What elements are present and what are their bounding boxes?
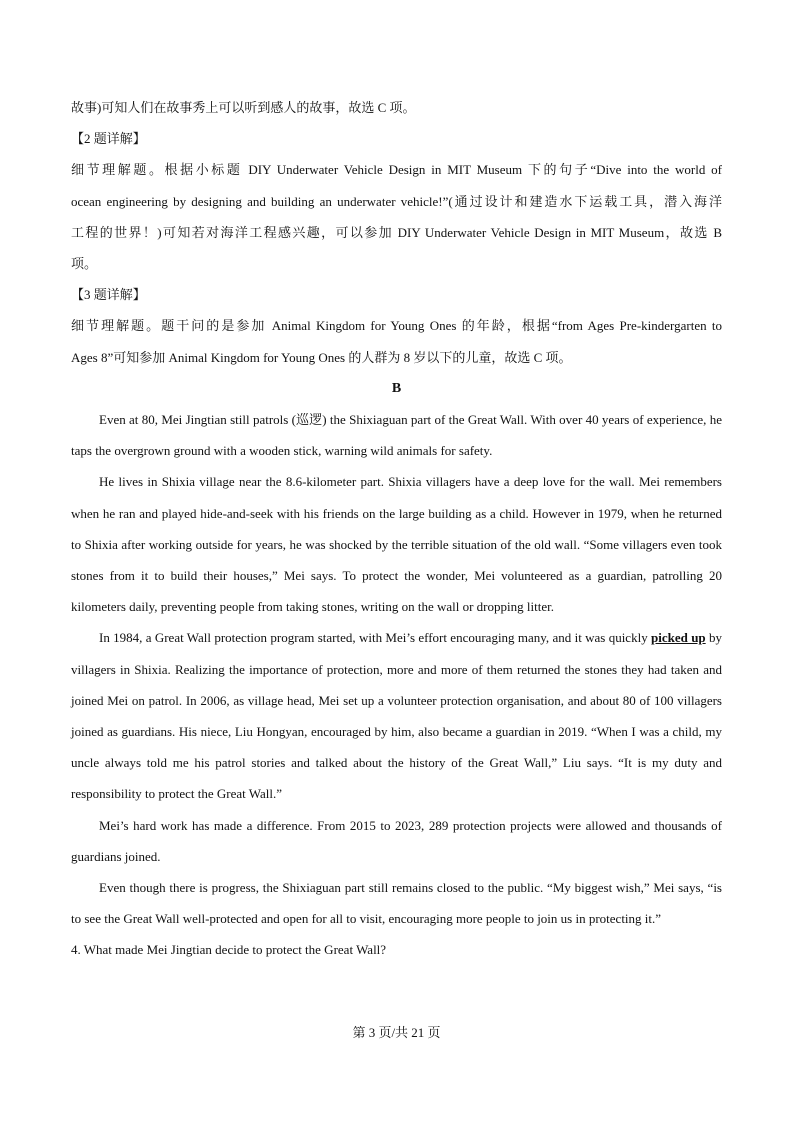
question-3-explanation-line-1: 细节理解题。题干问的是参加 Animal Kingdom for Young Ones 的年龄，根据“from Ages Pre-kindergarten to (71, 318, 722, 334)
question-3-heading: 【3 题详解】 (71, 287, 146, 303)
question-3-explanation-line-2: Ages 8”可知参加 Animal Kingdom for Young Ones 的人群为 8 岁以下的儿童，故选 C 项。 (71, 349, 572, 365)
passage-paragraph-3 (71, 622, 722, 809)
passage-paragraph-1: Even at 80, Mei Jingtian still patrols (巡逻) the Shixiaguan part of the Great Wall. With over 40 years of experience, he taps the overgrown ground with a wooden stick, warning wild animals for safety. (71, 412, 722, 459)
question-2-explanation-line-3: 工程的世界！)可知若对海洋工程感兴趣，可以参加 DIY Underwater Vehicle Design in MIT Museum，故选 B (71, 224, 722, 240)
passage-paragraph-4: Mei’s hard work has made a difference. From 2015 to 2023, 289 protection projects were allowed and thousands of guardians joined. (71, 817, 722, 864)
question-2-heading: 【2 题详解】 (71, 131, 146, 147)
page-content (71, 92, 722, 966)
question-4: 4. What made Mei Jingtian decide to protect the Great Wall? (71, 942, 387, 958)
paragraph-3-text-after: by villagers in Shixia. Realizing the importance of protection, more and more of them returned the stones they had taken and joined Mei on patrol. In 2006, as village head, Mei set up a volunteer protection organisation, and about 80 of 100 villagers joined as guardians. His niece, Liu Hongyan, encouraged by him, also became a guardian in 2019. “When I was a child, my uncle always told me his patrol stories and talked about the history of the Great Wall,” Liu says. “It is my duty and responsibility to protect the Great Wall.” (71, 630, 722, 802)
passage-paragraph-5: Even though there is progress, the Shixiaguan part still remains closed to the public. “My biggest wish,” Mei says, “is to see the Great Wall well-protected and open for all to visit, encouraging more people to join us in protecting it.” (71, 880, 722, 927)
question-2-explanation-line-1: 细节理解题。根据小标题 DIY Underwater Vehicle Design in MIT Museum 下的句子“Dive into the world of (71, 162, 722, 178)
question-2-explanation-line-2: ocean engineering by designing and building an underwater vehicle!”(通过设计和建造水下运载工具，潜入海洋 (71, 193, 722, 209)
question-2-explanation-line-4: 项。 (71, 256, 98, 272)
passage-paragraph-2: He lives in Shixia village near the 8.6-kilometer part. Shixia villagers have a deep love for the wall. Mei remembers when he ran and played hide-and-seek with his friends on the large building as a child. However in 1979, when he returned to Shixia after working outside for years, he was shocked by the terrible situation of the old wall. “Some villagers even took stones from it to build their houses,” Mei says. To protect the wonder, Mei volunteered as a guardian, patrolling 20 kilometers daily, preventing people from taking stones, writing on the wall or dropping litter. (71, 474, 722, 615)
paragraph-3-text-before: In 1984, a Great Wall protection program started, with Mei’s effort encouraging many, and it was quickly (99, 630, 652, 646)
underlined-phrase: picked up (651, 630, 706, 646)
answer-line-1: 故事)可知人们在故事秀上可以听到感人的故事，故选 C 项。 (71, 100, 416, 115)
page-number-footer: 第 3 页/共 21 页 (352, 1025, 441, 1040)
passage-section-letter: B (391, 380, 402, 396)
